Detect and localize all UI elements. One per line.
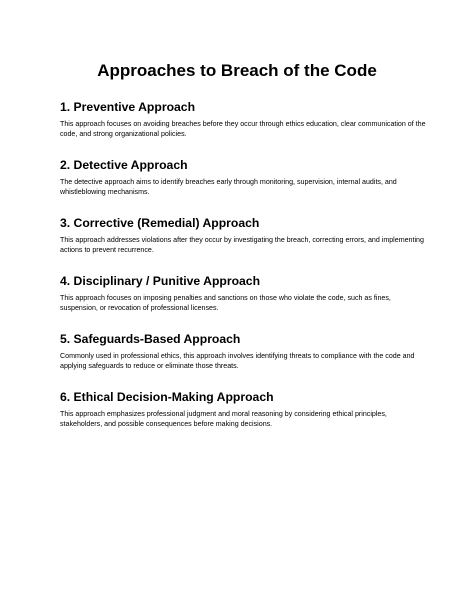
section-heading: 6. Ethical Decision-Making Approach	[60, 390, 274, 404]
section-body: This approach focuses on imposing penalties and sanctions on those who violate the code, such as fines, suspension, or revocation of professional licenses.	[60, 294, 391, 312]
section-body: This approach addresses violations after they occur by investigating the breach, correcting errors, and implementing actions to prevent recurrence.	[60, 236, 424, 254]
section-body: The detective approach aims to identify breaches early through monitoring, supervision, internal audits, and whistleblowing mechanisms.	[60, 178, 397, 196]
section-list	[60, 100, 426, 448]
page-title: Approaches to Breach of the Code	[97, 61, 377, 80]
section-heading: 3. Corrective (Remedial) Approach	[60, 216, 260, 230]
section-detective	[60, 158, 426, 197]
section-heading: 5. Safeguards-Based Approach	[60, 332, 241, 346]
section-body: Commonly used in professional ethics, this approach involves identifying threats to compliance with the code and applying safeguards to reduce or eliminate those threats.	[60, 352, 415, 370]
section-body: This approach emphasizes professional judgment and moral reasoning by considering ethical principles, stakeholders, and possible consequences before making decisions.	[60, 410, 387, 428]
section-ethical-decision-making	[60, 390, 426, 429]
section-heading: 1. Preventive Approach	[60, 100, 196, 114]
section-corrective	[60, 216, 426, 255]
section-heading: 4. Disciplinary / Punitive Approach	[60, 274, 261, 288]
section-disciplinary	[60, 274, 426, 313]
section-heading: 2. Detective Approach	[60, 158, 188, 172]
section-body: This approach focuses on avoiding breaches before they occur through ethics education, clear communication of the code, and strong organizational policies.	[60, 120, 426, 138]
section-safeguards	[60, 332, 426, 371]
section-preventive	[60, 100, 426, 139]
